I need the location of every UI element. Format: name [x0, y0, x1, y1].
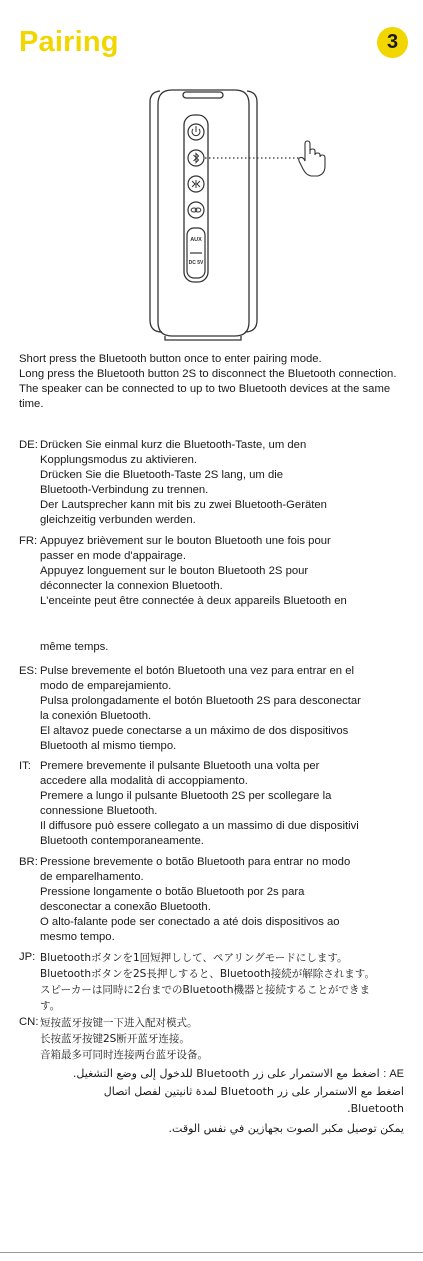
text-line: mesmo tempo. — [40, 931, 115, 943]
text-line: す。 — [40, 1000, 61, 1012]
text-line: Bluetooth. — [347, 1102, 404, 1115]
section-es — [19, 664, 411, 754]
text-line: 长按蓝牙按键2S断开蓝牙连接。 — [40, 1033, 190, 1045]
text-line-content: اضغط مع الاستمرار على زر Bluetooth للدخول إلى وضع التشغيل. — [72, 1067, 380, 1080]
section-it — [19, 759, 411, 849]
pairing-icon — [192, 180, 200, 188]
section-jp — [19, 950, 411, 1014]
lang-code: CN: — [19, 1016, 39, 1028]
text-line: Bluetooth contemporaneamente. — [40, 835, 204, 847]
page-title: Pairing — [19, 26, 119, 58]
lang-code: DE: — [19, 439, 38, 451]
page-number-badge: 3 — [377, 27, 408, 58]
text-line: Bluetooth al mismo tiempo. — [40, 740, 177, 752]
speaker-top-strap — [183, 92, 223, 98]
section-br — [19, 855, 411, 945]
lang-code: ES: — [19, 665, 38, 677]
intro-line: The speaker can be connected to up to two Bluetooth devices at the same time. — [19, 383, 391, 410]
link-button — [188, 202, 204, 218]
text-line: 短按蓝牙按键一下进入配对模式。 — [40, 1017, 198, 1029]
text-line: même temps. — [40, 641, 109, 653]
text-line: Bluetoothボタンを1回短押しして、ペアリングモードにします。 — [40, 952, 348, 964]
text-line: Pulsa prolongadamente el botón Bluetooth 2S para desconectar — [40, 695, 361, 707]
section-fr — [19, 534, 411, 655]
text-line: Premere a lungo il pulsante Bluetooth 2S per scollegare la — [40, 790, 332, 802]
text-line — [60, 1065, 404, 1083]
text-line: Bluetooth-Verbindung zu trennen. — [40, 484, 209, 496]
text-line: Drücken Sie einmal kurz die Bluetooth-Taste, um den — [40, 439, 307, 451]
lang-code: AE : — [383, 1068, 404, 1080]
intro-line: Long press the Bluetooth button 2S to disconnect the Bluetooth connection. — [19, 368, 397, 380]
section-de — [19, 438, 411, 528]
text-line: passer en mode d'appairage. — [40, 550, 186, 562]
text-line: Il diffusore può essere collegato a un massimo di due dispositivi — [40, 820, 359, 832]
aux-label: AUX — [190, 237, 202, 243]
bottom-rule — [0, 1252, 423, 1253]
text-line: déconnecter la connexion Bluetooth. — [40, 580, 223, 592]
text-line: اضغط مع الاستمرار على زر Bluetooth لمدة ثانيتين لفصل اتصال — [103, 1085, 404, 1098]
speaker-illustration — [0, 82, 423, 344]
lang-code: IT: — [19, 760, 31, 772]
text-line: Kopplungsmodus zu aktivieren. — [40, 454, 197, 466]
text-line: Pressione brevemente o botão Bluetooth para entrar no modo — [40, 856, 351, 868]
text-line: يمكن توصيل مكبر الصوت بجهازين في نفس الوقت. — [168, 1122, 404, 1135]
lang-code: JP: — [19, 951, 36, 963]
text-line: L'enceinte peut être connectée à deux appareils Bluetooth en — [40, 595, 347, 607]
lang-code: FR: — [19, 535, 38, 547]
text-line: O alto-falante pode ser conectado a até dois dispositivos ao — [40, 916, 340, 928]
dc-label: DC 5V — [188, 260, 204, 266]
section-ae — [60, 1065, 404, 1137]
section-cn — [19, 1015, 411, 1063]
text-line: de emparelhamento. — [40, 871, 144, 883]
text-line: Appuyez brièvement sur le bouton Bluetooth une fois pour — [40, 535, 331, 547]
text-line: la conexión Bluetooth. — [40, 710, 152, 722]
text-line: El altavoz puede conectarse a un máximo de dos dispositivos — [40, 725, 349, 737]
text-line: 音箱最多可同时连接两台蓝牙设备。 — [40, 1049, 208, 1061]
text-line: Der Lautsprecher kann mit bis zu zwei Bluetooth-Geräten — [40, 499, 327, 511]
text-line: Appuyez longuement sur le bouton Bluetooth 2S pour — [40, 565, 309, 577]
text-line: Premere brevemente il pulsante Bluetooth una volta per — [40, 760, 320, 772]
text-line: Pressione longamente o botão Bluetooth por 2s para — [40, 886, 305, 898]
lang-code: BR: — [19, 856, 38, 868]
text-line: connessione Bluetooth. — [40, 805, 158, 817]
text-line: gleichzeitig verbunden werden. — [40, 514, 196, 526]
text-line: Drücken Sie die Bluetooth-Taste 2S lang, um die — [40, 469, 284, 481]
text-line: Bluetoothボタンを2S長押しすると、Bluetooth接続が解除されます。 — [40, 968, 375, 980]
text-line: desconectar a conexão Bluetooth. — [40, 901, 211, 913]
bluetooth-icon — [194, 154, 199, 163]
text-line: スピーカーは同時に2台までのBluetooth機器と接続することができま — [40, 984, 371, 996]
intro-text — [19, 352, 411, 412]
text-line: Pulse brevemente el botón Bluetooth una vez para entrar en el — [40, 665, 355, 677]
text-line: accedere alla modalità di accoppiamento. — [40, 775, 248, 787]
text-line: modo de emparejamiento. — [40, 680, 172, 692]
intro-line: Short press the Bluetooth button once to enter pairing mode. — [19, 353, 322, 365]
hand-pointer-icon — [299, 141, 325, 176]
